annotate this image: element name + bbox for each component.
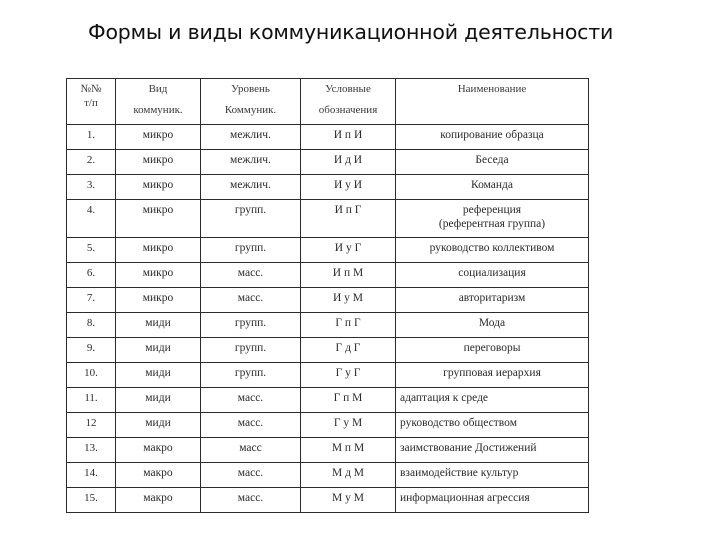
symbol-code-cell: Г у Г [301,363,396,388]
row-number-cell: 15. [67,488,116,513]
symbol-code-cell: Г п М [301,388,396,413]
row-number-cell: 11. [67,388,116,413]
table-header-row [67,79,589,125]
name-cell: информационная агрессия [396,488,589,513]
row-number-cell: 3. [67,175,116,200]
communication-type-cell: миди [116,313,201,338]
table-row [67,238,589,263]
symbol-code-cell: Г д Г [301,338,396,363]
communication-forms-table [66,78,589,513]
row-number-cell: 9. [67,338,116,363]
communication-type-cell: микро [116,125,201,150]
name-cell: групповая иерархия [396,363,589,388]
name-cell: референция (референтная группа) [396,200,589,238]
communication-type-cell: микро [116,288,201,313]
name-cell: социализация [396,263,589,288]
symbol-code-cell: И п М [301,263,396,288]
communication-type-cell: миди [116,413,201,438]
communication-type-cell: макро [116,438,201,463]
communication-type-cell: миди [116,338,201,363]
row-number-cell: 14. [67,463,116,488]
communication-level-cell: масс. [201,263,301,288]
row-number-cell: 13. [67,438,116,463]
scanned-table-image [66,78,588,504]
name-cell: руководство коллективом [396,238,589,263]
header-name: Наименование [396,79,589,125]
symbol-code-cell: И п Г [301,200,396,238]
communication-type-cell: микро [116,175,201,200]
communication-type-cell: макро [116,488,201,513]
communication-level-cell: групп. [201,363,301,388]
table-row [67,313,589,338]
name-cell: авторитаризм [396,288,589,313]
table-row [67,488,589,513]
communication-level-cell: групп. [201,238,301,263]
table-row [67,125,589,150]
communication-level-cell: групп. [201,313,301,338]
table-row [67,200,589,238]
table-row [67,463,589,488]
communication-level-cell: межлич. [201,125,301,150]
row-number-cell: 1. [67,125,116,150]
communication-type-cell: миди [116,363,201,388]
table-row [67,175,589,200]
slide-title: Формы и виды коммуникационной деятельности [88,20,614,44]
header-level: Уровень Коммуник. [201,79,301,125]
communication-type-cell: микро [116,263,201,288]
symbol-code-cell: М п М [301,438,396,463]
communication-level-cell: масс. [201,288,301,313]
communication-level-cell: масс. [201,463,301,488]
communication-type-cell: микро [116,238,201,263]
header-code: Условные обозначения [301,79,396,125]
symbol-code-cell: М у М [301,488,396,513]
table-row [67,288,589,313]
name-cell: Мода [396,313,589,338]
name-cell: копирование образца [396,125,589,150]
row-number-cell: 10. [67,363,116,388]
row-number-cell: 7. [67,288,116,313]
name-cell: заимствование Достижений [396,438,589,463]
symbol-code-cell: Г п Г [301,313,396,338]
communication-type-cell: микро [116,200,201,238]
table-row [67,338,589,363]
table-row [67,438,589,463]
table-row [67,413,589,438]
symbol-code-cell: И д И [301,150,396,175]
row-number-cell: 4. [67,200,116,238]
symbol-code-cell: И у И [301,175,396,200]
header-number: №№ т/п [67,79,116,125]
communication-level-cell: масс [201,438,301,463]
communication-level-cell: масс. [201,488,301,513]
symbol-code-cell: М д М [301,463,396,488]
table-row [67,263,589,288]
name-cell: Команда [396,175,589,200]
communication-level-cell: групп. [201,338,301,363]
communication-level-cell: межлич. [201,150,301,175]
row-number-cell: 8. [67,313,116,338]
name-cell: взаимодействие культур [396,463,589,488]
communication-level-cell: групп. [201,200,301,238]
name-cell: адаптация к среде [396,388,589,413]
name-cell: Беседа [396,150,589,175]
row-number-cell: 5. [67,238,116,263]
header-type: Вид коммуник. [116,79,201,125]
symbol-code-cell: И у М [301,288,396,313]
row-number-cell: 12 [67,413,116,438]
communication-level-cell: масс. [201,388,301,413]
communication-type-cell: миди [116,388,201,413]
communication-level-cell: масс. [201,413,301,438]
symbol-code-cell: И у Г [301,238,396,263]
row-number-cell: 2. [67,150,116,175]
name-cell: переговоры [396,338,589,363]
table-row [67,388,589,413]
communication-type-cell: микро [116,150,201,175]
table-row [67,150,589,175]
symbol-code-cell: Г у М [301,413,396,438]
communication-type-cell: макро [116,463,201,488]
row-number-cell: 6. [67,263,116,288]
symbol-code-cell: И п И [301,125,396,150]
table-row [67,363,589,388]
name-cell: руководство обществом [396,413,589,438]
communication-level-cell: межлич. [201,175,301,200]
